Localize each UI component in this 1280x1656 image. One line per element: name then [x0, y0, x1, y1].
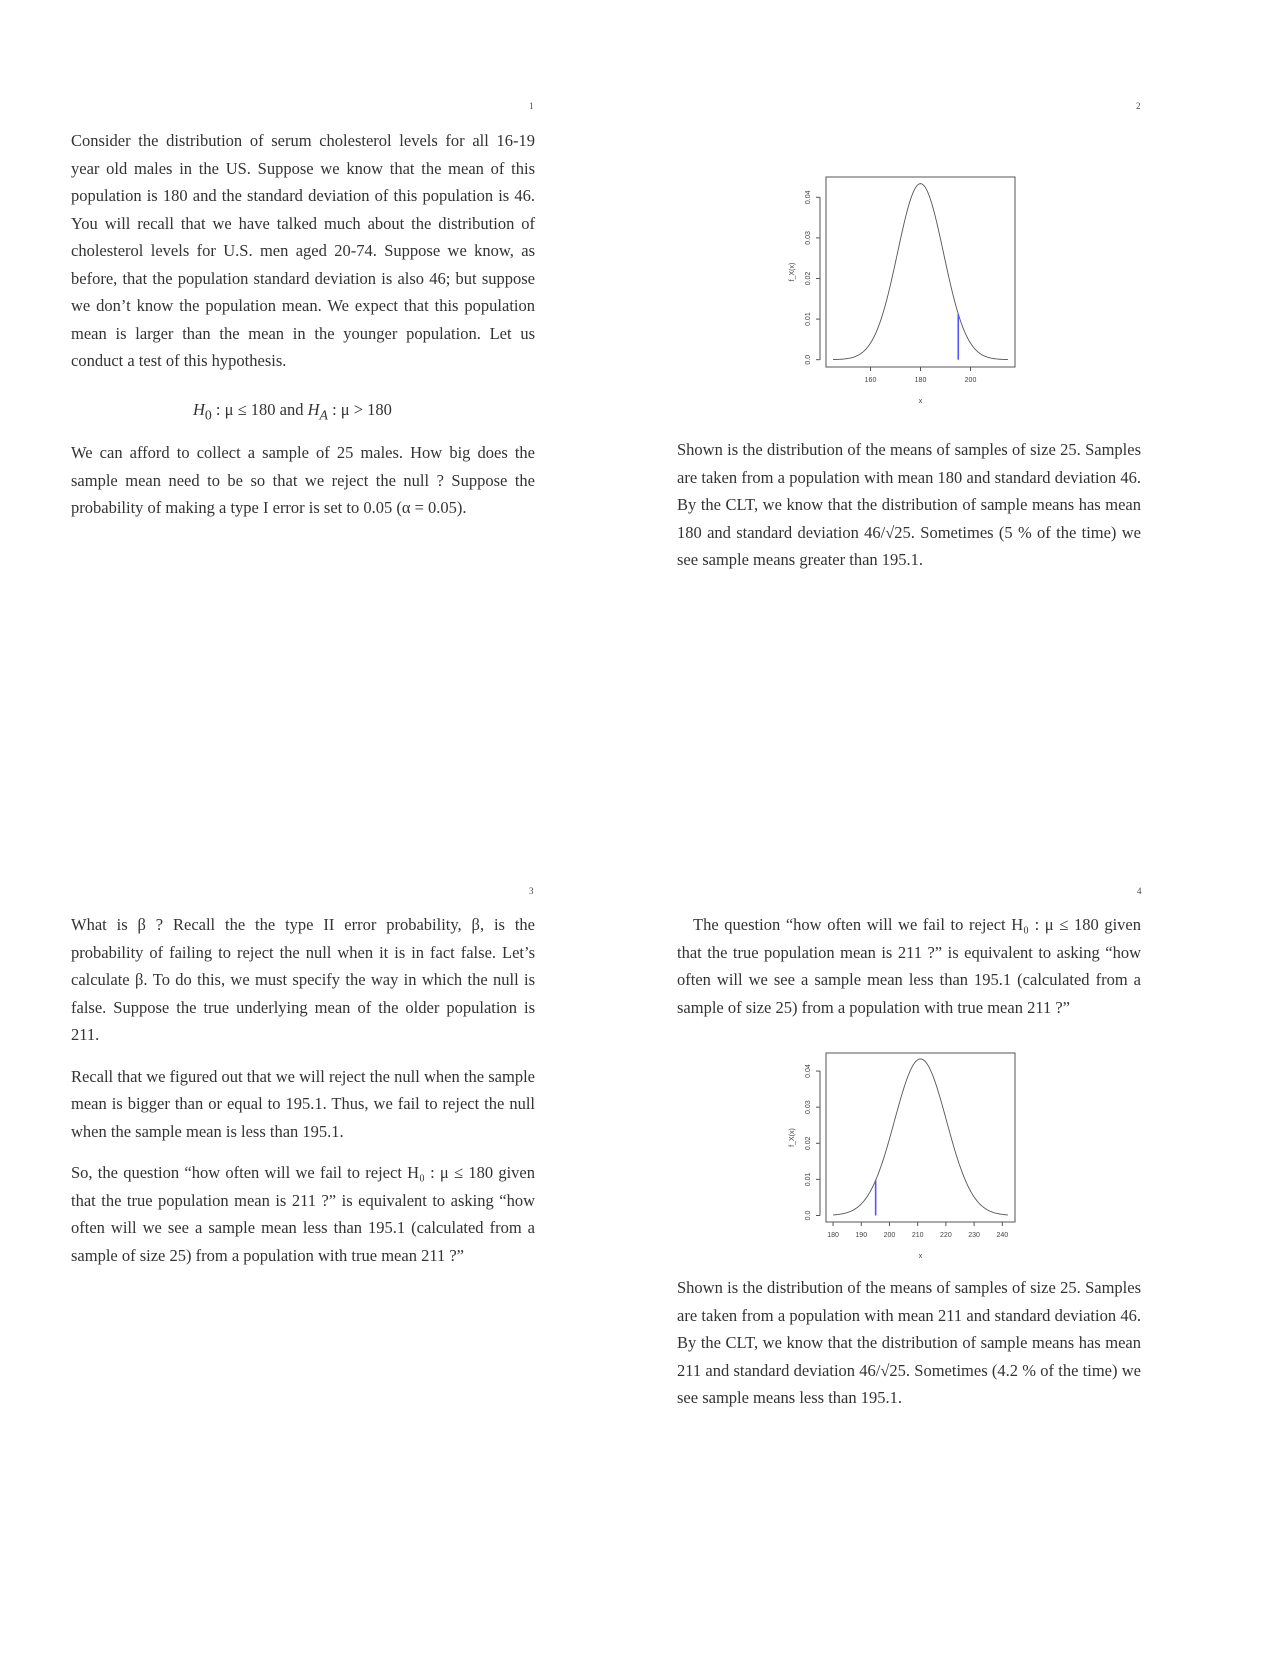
density-curve [833, 1059, 1008, 1215]
body-text [677, 911, 1141, 1035]
y-axis-label: f_X(x) [789, 262, 796, 282]
paragraph: Recall that we figured out that we will reject the null when the sample mean is bigger than or equal to 195.1. Thus, we fail to reject the null when the sample mean is less than 195.1. [71, 1066, 535, 1141]
body-text [71, 439, 535, 536]
paragraph: We can afford to collect a sample of 25 males. How big does the sample mean need to be so that we reject the null ? Suppose the probability of making a type I error is set to 0.05 (α = 0.05). [71, 443, 535, 517]
x-tick-label: 220 [940, 1232, 952, 1239]
page-4 [640, 828, 1280, 1656]
ha-subscript: A [319, 407, 328, 423]
x-tick-label: 230 [968, 1232, 980, 1239]
x-tick-label: 200 [964, 377, 977, 384]
paragraph: The question “how often will we fail to reject H₀ : μ ≤ 180 given that the true population mean is 211 ?” is equivalent to asking “how often will we see a sample mean less than 195.1 (calculated from a sample of size 25) from a population with true mean 211 ?” [677, 915, 1141, 1017]
plot-frame [826, 1053, 1015, 1222]
y-tick-label: 0.03 [805, 231, 812, 245]
y-tick-label: 0.02 [805, 1136, 812, 1151]
y-axis-label: f_X(x) [789, 1128, 796, 1147]
y-tick-label: 0.04 [805, 190, 812, 205]
y-tick-label: 0.01 [805, 1172, 812, 1187]
ha-symbol: H [307, 400, 320, 419]
hypothesis-equation [193, 400, 392, 423]
y-tick-label: 0.04 [805, 1064, 812, 1078]
body-text [71, 127, 535, 389]
h0-symbol: H [193, 400, 205, 419]
body-text [71, 911, 535, 1283]
y-tick-label: 0.01 [805, 312, 812, 326]
x-tick-label: 180 [914, 377, 927, 384]
h0-subscript: 0 [204, 407, 212, 423]
x-tick-label: 210 [911, 1232, 924, 1239]
page-1 [0, 0, 640, 828]
paragraph: What is β ? Recall the the type II error probability, β, is the probability of failing to reject the null when it is in fact false. Let’s calculate β. To do this, we must specify the way in which the null is false. Suppose the true underlying mean of the older population is 211. [71, 915, 535, 1044]
body-text [677, 1274, 1141, 1426]
body-text [677, 436, 1141, 588]
x-tick-label: 180 [827, 1232, 839, 1239]
page-number: 1 [529, 101, 534, 111]
page-number: 4 [1137, 886, 1142, 896]
ha-text: : μ > 180 [327, 400, 392, 419]
density-chart-alternative [770, 1036, 1170, 1286]
y-tick-label: 0.0 [805, 354, 812, 365]
density-chart-null [770, 160, 1170, 420]
x-axis-label: x [918, 1253, 923, 1260]
page-number: 3 [529, 886, 534, 896]
paragraph: Consider the distribution of serum cholesterol levels for all 16-19 year old males in the US. Suppose we know that the mean of this population is 180 and the standard deviation of this population is 46. You will recall that we have talked much about the distribution of cholesterol levels for U.S. men aged 20-74. Suppose we know, as before, that the population standard deviation is also 46; but suppose we don’t know the population mean. We expect that this population mean is larger than the mean in the younger population. Let us conduct a test of this hypothesis. [71, 131, 535, 370]
page-3 [0, 828, 640, 1656]
y-tick-label: 0.02 [805, 271, 812, 286]
density-curve [833, 184, 1008, 360]
x-tick-label: 240 [996, 1232, 1009, 1239]
y-tick-label: 0.0 [805, 1210, 812, 1221]
x-tick-label: 160 [864, 377, 877, 384]
paragraph: Shown is the distribution of the means of samples of size 25. Samples are taken from a population with mean 180 and standard deviation 46. By the CLT, we know that the distribution of sample means has mean 180 and standard deviation 46/√25. Sometimes (5 % of the time) we see sample means greater than 195.1. [677, 440, 1141, 569]
paragraph: Shown is the distribution of the means of samples of size 25. Samples are taken from a population with mean 211 and standard deviation 46. By the CLT, we know that the distribution of sample means has mean 211 and standard deviation 46/√25. Sometimes (4.2 % of the time) we see sample means less than 195.1. [677, 1278, 1141, 1407]
x-tick-label: 190 [855, 1232, 868, 1239]
plot-frame [826, 177, 1015, 367]
x-tick-label: 200 [883, 1232, 896, 1239]
paragraph: So, the question “how often will we fail to reject H₀ : μ ≤ 180 given that the true population mean is 211 ?” is equivalent to asking “how often will we see a sample mean less than 195.1 (calculated from a sample of size 25) from a population with true mean 211 ?” [71, 1163, 535, 1265]
h0-text: : μ ≤ 180 and [211, 400, 308, 419]
page-2 [640, 0, 1280, 828]
x-axis-label: x [918, 398, 923, 405]
y-tick-label: 0.03 [805, 1100, 812, 1114]
page-number: 2 [1136, 101, 1141, 111]
